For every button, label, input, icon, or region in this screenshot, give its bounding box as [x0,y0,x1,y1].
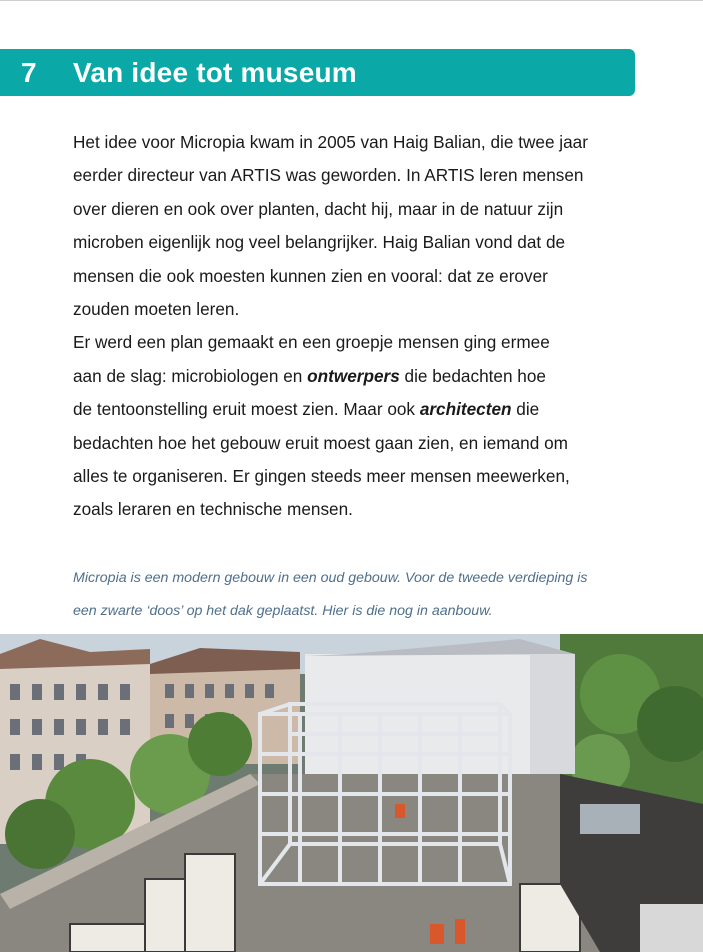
construction-photo-illustration [0,634,703,952]
caption-line: een zwarte ‘doos’ op het dak geplaatst. Hier is die nog in aanbouw. [73,603,493,619]
term-ontwerpers: ontwerpers [307,365,400,386]
body-paragraph [73,126,673,527]
top-rule [0,0,703,1]
construction-photo [0,634,703,952]
chapter-number: 7 [21,56,37,88]
body-text-fragment: de tentoonstelling eruit moest zien. Maar ook [73,399,420,420]
body-line: Het idee voor Micropia kwam in 2005 van Haig Balian, die twee jaar [73,132,588,152]
body-line: microben eigenlijk nog veel belangrijker. Haig Balian vond dat de [73,232,566,253]
caption-line: Micropia is een modern gebouw in een oud gebouw. Voor de tweede verdieping is [73,570,588,586]
body-line: eerder directeur van ARTIS was geworden. In ARTIS leren mensen [73,165,584,186]
body-line: mensen die ook moesten kunnen zien en vooral: dat ze erover [73,265,548,286]
body-text-fragment: die bedachten hoe [399,365,546,386]
body-text-fragment: aan de slag: microbiologen en [73,365,308,386]
body-line: over dieren en ook over planten, dacht hij, maar in de natuur zijn [73,198,564,219]
body-line [73,360,673,393]
chapter-header [0,49,635,96]
chapter-title: Van idee tot museum [73,56,357,88]
body-line: alles te organiseren. Er gingen steeds meer mensen meewerken, [73,466,570,487]
body-line: zoals leraren en technische mensen. [73,499,353,520]
body-line: Er werd een plan gemaakt en een groepje mensen ging ermee [73,332,550,353]
body-line [73,393,673,426]
body-line: zouden moeten leren. [73,299,240,320]
body-text-fragment: die [511,399,540,420]
photo-caption [73,562,673,628]
body-line: bedachten hoe het gebouw eruit moest gaan zien, en iemand om [73,432,568,453]
term-architecten: architecten [419,399,512,420]
